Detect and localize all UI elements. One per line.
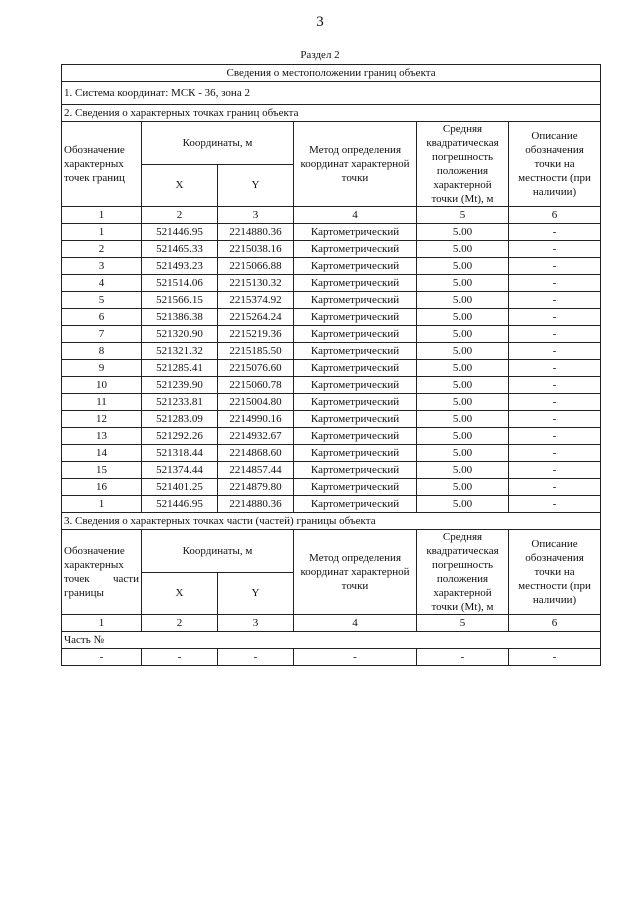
cell-m: Картометрический: [294, 326, 417, 343]
cell-n: 2: [62, 241, 142, 258]
cell-y: 2215076.60: [218, 360, 294, 377]
cell-x: 521401.25: [142, 479, 218, 496]
column-number: 5: [417, 615, 509, 632]
cell-e: 5.00: [417, 411, 509, 428]
cell-y: 2215219.36: [218, 326, 294, 343]
cell-n: 5: [62, 292, 142, 309]
cell-y: 2215004.80: [218, 394, 294, 411]
cell-m: Картометрический: [294, 275, 417, 292]
table-row: [62, 479, 601, 496]
table-row: [62, 649, 601, 666]
s3-col-desc: Описание обозначения точки на местности (при наличии): [509, 530, 601, 615]
cell-e: 5.00: [417, 428, 509, 445]
cell-e: 5.00: [417, 241, 509, 258]
table-row: [62, 275, 601, 292]
cell-n: 1: [62, 496, 142, 513]
cell-d: -: [509, 479, 601, 496]
cell-x: 521285.41: [142, 360, 218, 377]
cell-m: Картометрический: [294, 411, 417, 428]
cell-x: 521292.26: [142, 428, 218, 445]
cell-d: -: [509, 428, 601, 445]
cell-n: 9: [62, 360, 142, 377]
cell-e: 5.00: [417, 258, 509, 275]
cell-m: Картометрический: [294, 258, 417, 275]
cell-e: 5.00: [417, 479, 509, 496]
cell-d: -: [509, 241, 601, 258]
cell-m: Картометрический: [294, 479, 417, 496]
cell-n: 3: [62, 258, 142, 275]
table-row: [62, 224, 601, 241]
cell-d: -: [509, 343, 601, 360]
table-row: [62, 394, 601, 411]
cell-m: Картометрический: [294, 496, 417, 513]
column-number: 1: [62, 207, 142, 224]
cell-e: 5.00: [417, 360, 509, 377]
table-row: [62, 462, 601, 479]
cell-y: 2215374.92: [218, 292, 294, 309]
cell-n: 16: [62, 479, 142, 496]
cell-n: 7: [62, 326, 142, 343]
cell-y: 2214868.60: [218, 445, 294, 462]
boundaries-table: [61, 64, 601, 666]
table-row: [62, 360, 601, 377]
s2-col-y: Y: [218, 164, 294, 207]
s3-column-numbers: [62, 615, 601, 632]
cell-e: 5.00: [417, 394, 509, 411]
cell-e: 5.00: [417, 326, 509, 343]
cell-e: 5.00: [417, 292, 509, 309]
cell-d: -: [509, 258, 601, 275]
empty-cell: -: [417, 649, 509, 666]
table-row: [62, 241, 601, 258]
cell-d: -: [509, 411, 601, 428]
section-title: Раздел 2: [300, 49, 340, 61]
cell-n: 11: [62, 394, 142, 411]
cell-y: 2215060.78: [218, 377, 294, 394]
empty-cell: -: [509, 649, 601, 666]
cell-n: 14: [62, 445, 142, 462]
cell-m: Картометрический: [294, 394, 417, 411]
cell-x: 521283.09: [142, 411, 218, 428]
cell-y: 2214932.67: [218, 428, 294, 445]
cell-x: 521320.90: [142, 326, 218, 343]
cell-e: 5.00: [417, 343, 509, 360]
column-number: 4: [294, 207, 417, 224]
cell-x: 521465.33: [142, 241, 218, 258]
cell-y: 2214857.44: [218, 462, 294, 479]
empty-cell: -: [142, 649, 218, 666]
table-row: [62, 377, 601, 394]
s2-col-x: X: [142, 164, 218, 207]
cell-y: 2214879.80: [218, 479, 294, 496]
cell-m: Картометрический: [294, 360, 417, 377]
cell-x: 521493.23: [142, 258, 218, 275]
s2-col-desc: Описание обозначения точки на местности (при наличии): [509, 122, 601, 207]
cell-y: 2215066.88: [218, 258, 294, 275]
table-row: [62, 326, 601, 343]
cell-m: Картометрический: [294, 377, 417, 394]
cell-d: -: [509, 224, 601, 241]
cell-x: 521321.32: [142, 343, 218, 360]
empty-cell: -: [62, 649, 142, 666]
cell-x: 521566.15: [142, 292, 218, 309]
cell-m: Картометрический: [294, 462, 417, 479]
section3-heading: 3. Сведения о характерных точках части (частей) границы объекта: [62, 513, 601, 530]
coord-system: 1. Система координат: МСК - 36, зона 2: [62, 82, 601, 105]
cell-e: 5.00: [417, 275, 509, 292]
column-number: 1: [62, 615, 142, 632]
cell-n: 1: [62, 224, 142, 241]
empty-cell: -: [294, 649, 417, 666]
column-number: 6: [509, 207, 601, 224]
table-row: [62, 428, 601, 445]
cell-y: 2214880.36: [218, 224, 294, 241]
cell-n: 4: [62, 275, 142, 292]
column-number: 5: [417, 207, 509, 224]
cell-m: Картометрический: [294, 241, 417, 258]
cell-x: 521233.81: [142, 394, 218, 411]
column-number: 4: [294, 615, 417, 632]
s2-column-numbers: [62, 207, 601, 224]
section2-heading: 2. Сведения о характерных точках границ объекта: [62, 105, 601, 122]
cell-d: -: [509, 292, 601, 309]
s3-col-method: Метод определения координат характерной точки: [294, 530, 417, 615]
cell-d: -: [509, 275, 601, 292]
column-number: 6: [509, 615, 601, 632]
cell-d: -: [509, 377, 601, 394]
column-number: 3: [218, 207, 294, 224]
cell-y: 2215185.50: [218, 343, 294, 360]
column-number: 2: [142, 615, 218, 632]
page-number: 3: [316, 14, 324, 30]
cell-m: Картометрический: [294, 224, 417, 241]
table-row: [62, 343, 601, 360]
cell-n: 15: [62, 462, 142, 479]
s2-col-point: Обозначение характерных точек границ: [62, 122, 142, 207]
table-row: [62, 445, 601, 462]
s3-col-coords: Координаты, м: [142, 530, 294, 573]
cell-e: 5.00: [417, 445, 509, 462]
cell-n: 6: [62, 309, 142, 326]
cell-n: 12: [62, 411, 142, 428]
cell-e: 5.00: [417, 224, 509, 241]
cell-x: 521239.90: [142, 377, 218, 394]
cell-n: 10: [62, 377, 142, 394]
cell-d: -: [509, 462, 601, 479]
column-number: 3: [218, 615, 294, 632]
table-row: [62, 411, 601, 428]
cell-m: Картометрический: [294, 343, 417, 360]
cell-n: 8: [62, 343, 142, 360]
s3-col-point: Обозначение характерных точек части границы: [62, 530, 142, 615]
s2-col-coords: Координаты, м: [142, 122, 294, 165]
cell-n: 13: [62, 428, 142, 445]
cell-y: 2215264.24: [218, 309, 294, 326]
cell-y: 2215130.32: [218, 275, 294, 292]
cell-m: Картометрический: [294, 445, 417, 462]
cell-x: 521514.06: [142, 275, 218, 292]
cell-y: 2214880.36: [218, 496, 294, 513]
table-title: Сведения о местоположении границ объекта: [62, 65, 601, 82]
s3-col-y: Y: [218, 572, 294, 615]
part-label: Часть №: [62, 632, 601, 649]
cell-e: 5.00: [417, 377, 509, 394]
cell-m: Картометрический: [294, 309, 417, 326]
cell-y: 2214990.16: [218, 411, 294, 428]
cell-d: -: [509, 445, 601, 462]
table-row: [62, 496, 601, 513]
s3-col-x: X: [142, 572, 218, 615]
table-row: [62, 258, 601, 275]
column-number: 2: [142, 207, 218, 224]
cell-d: -: [509, 496, 601, 513]
cell-x: 521446.95: [142, 496, 218, 513]
cell-y: 2215038.16: [218, 241, 294, 258]
cell-e: 5.00: [417, 462, 509, 479]
cell-d: -: [509, 360, 601, 377]
s2-col-method: Метод определения координат характерной точки: [294, 122, 417, 207]
cell-m: Картометрический: [294, 428, 417, 445]
cell-e: 5.00: [417, 496, 509, 513]
cell-d: -: [509, 394, 601, 411]
cell-x: 521374.44: [142, 462, 218, 479]
s3-col-error: Средняя квадратическая погрешность положения характерной точки (Mt), м: [417, 530, 509, 615]
empty-cell: -: [218, 649, 294, 666]
table-row: [62, 309, 601, 326]
cell-e: 5.00: [417, 309, 509, 326]
cell-x: 521386.38: [142, 309, 218, 326]
cell-x: 521318.44: [142, 445, 218, 462]
cell-d: -: [509, 309, 601, 326]
cell-m: Картометрический: [294, 292, 417, 309]
cell-x: 521446.95: [142, 224, 218, 241]
s2-col-error: Средняя квадратическая погрешность положения характерной точки (Mt), м: [417, 122, 509, 207]
cell-d: -: [509, 326, 601, 343]
table-row: [62, 292, 601, 309]
